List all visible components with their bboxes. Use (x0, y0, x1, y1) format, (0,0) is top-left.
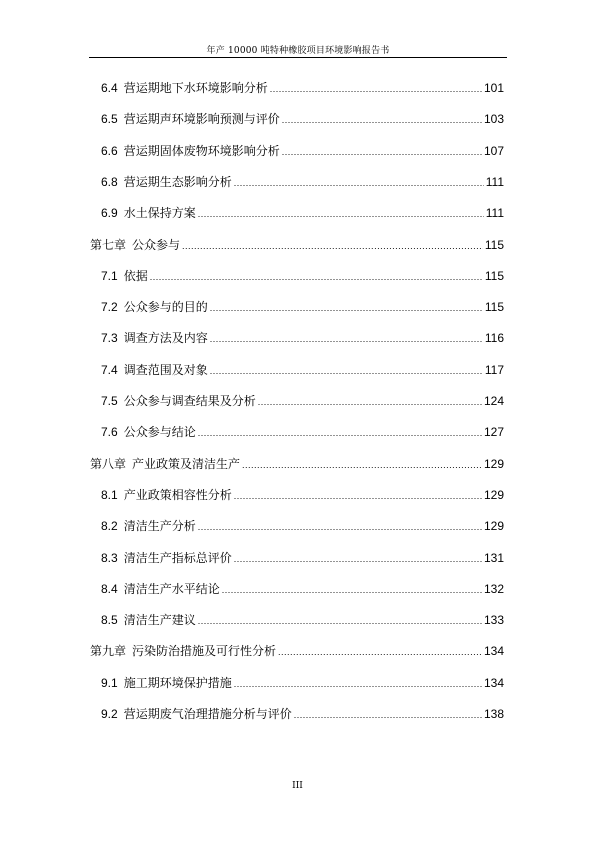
toc-section-entry[interactable] (101, 425, 504, 440)
toc-entry-page: 138 (483, 707, 504, 721)
toc-section-entry[interactable] (101, 551, 504, 566)
page-number: III (292, 781, 303, 791)
toc-dot-leader (198, 426, 482, 440)
toc-dot-leader (210, 364, 483, 378)
toc-entry-page: 115 (484, 237, 504, 252)
page-header: 年产 10000 吨特种橡胶项目环境影响报告书 (206, 46, 390, 56)
toc-entry-number: 7.4 (101, 362, 118, 377)
toc-entry-page: 103 (483, 112, 504, 127)
toc-dot-leader (210, 332, 483, 346)
toc-section-entry[interactable] (101, 81, 504, 96)
toc-entry-title: 污染防治措施及可行性分析 (132, 644, 277, 659)
toc-dot-leader (258, 395, 482, 409)
toc-entry-page: 117 (484, 362, 504, 377)
toc-entry-page: 101 (483, 81, 504, 95)
toc-entry-title: 营运期固体废物环境影响分析 (123, 143, 280, 158)
toc-entry-page: 111 (485, 206, 504, 221)
toc-entry-title: 公众参与 (132, 237, 181, 252)
toc-entry-title: 调查方法及内容 (123, 331, 208, 346)
toc-dot-leader (198, 207, 484, 221)
toc-entry-number: 6.8 (101, 174, 118, 189)
toc-entry-number: 第八章 (90, 456, 127, 471)
toc-entry-number: 8.5 (101, 613, 118, 628)
toc-entry-title: 公众参与调查结果及分析 (123, 394, 256, 408)
toc-dot-leader (234, 677, 482, 691)
toc-entry-page: 115 (484, 300, 504, 315)
toc-section-entry[interactable] (101, 613, 504, 628)
toc-section-entry[interactable] (101, 206, 504, 221)
toc-entry-title: 营运期声环境影响预测与评价 (123, 112, 280, 127)
toc-entry-page: 115 (484, 268, 504, 283)
toc-entry-page: 116 (484, 331, 504, 346)
toc-entry-page: 131 (483, 550, 504, 565)
toc-entry-number: 8.4 (101, 581, 118, 596)
toc-dot-leader (242, 458, 482, 472)
toc-entry-number: 第九章 (90, 644, 127, 659)
toc-entry-title: 清洁生产分析 (123, 519, 196, 534)
toc-entry-number: 7.3 (101, 331, 118, 346)
header-rule (89, 57, 507, 58)
toc-entry-number: 9.1 (101, 675, 118, 690)
toc-entry-number: 7.5 (101, 394, 118, 408)
toc-entry-title: 清洁生产指标总评价 (123, 550, 232, 565)
toc-entry-number: 6.5 (101, 112, 118, 127)
toc-entry-page: 129 (483, 487, 504, 502)
toc-chapter-entry[interactable] (90, 238, 504, 253)
toc-entry-title: 营运期生态影响分析 (123, 174, 232, 189)
toc-entry-page: 129 (483, 519, 504, 534)
toc-entry-page: 107 (483, 143, 504, 158)
toc-entry-number: 6.6 (101, 143, 118, 158)
toc-section-entry[interactable] (101, 394, 504, 409)
toc-dot-leader (282, 113, 482, 127)
toc-entry-number: 7.6 (101, 425, 118, 440)
toc-section-entry[interactable] (101, 300, 504, 315)
toc-entry-page: 127 (483, 425, 504, 440)
toc-section-entry[interactable] (101, 269, 504, 284)
toc-section-entry[interactable] (101, 363, 504, 378)
toc-section-entry[interactable] (101, 519, 504, 534)
toc-entry-number: 7.1 (101, 268, 118, 283)
toc-section-entry[interactable] (101, 144, 504, 159)
toc-chapter-entry[interactable] (90, 644, 504, 659)
toc-dot-leader (234, 552, 482, 566)
toc-section-entry[interactable] (101, 582, 504, 597)
toc-entry-number: 8.3 (101, 550, 118, 565)
toc-dot-leader (222, 583, 482, 597)
toc-entry-number: 9.2 (101, 707, 118, 721)
toc-entry-title: 产业政策相容性分析 (123, 487, 232, 502)
toc-entry-title: 水土保持方案 (123, 206, 196, 221)
toc-dot-leader (294, 708, 482, 722)
toc-entry-number: 6.9 (101, 206, 118, 221)
toc-chapter-entry[interactable] (90, 457, 504, 472)
toc-dot-leader (210, 301, 483, 315)
toc-entry-title: 营运期地下水环境影响分析 (123, 81, 268, 95)
toc-dot-leader (234, 489, 482, 503)
toc-entry-title: 清洁生产建议 (123, 613, 196, 628)
toc-entry-page: 124 (483, 394, 504, 408)
toc-dot-leader (270, 82, 482, 96)
toc-entry-number: 第七章 (90, 237, 127, 252)
toc-dot-leader (150, 270, 483, 284)
toc-section-entry[interactable] (101, 175, 504, 190)
toc-entry-title: 营运期废气治理措施分析与评价 (123, 707, 292, 721)
toc-section-entry[interactable] (101, 331, 504, 346)
toc-section-entry[interactable] (101, 488, 504, 503)
toc-entry-number: 7.2 (101, 300, 118, 315)
toc-entry-title: 依据 (123, 268, 148, 283)
toc-entry-title: 公众参与结论 (123, 425, 196, 440)
toc-entry-page: 129 (483, 456, 504, 471)
toc-entry-page: 134 (483, 644, 504, 659)
toc-dot-leader (198, 614, 482, 628)
toc-dot-leader (278, 645, 482, 659)
toc-entry-number: 8.1 (101, 487, 118, 502)
toc-entry-title: 调查范围及对象 (123, 362, 208, 377)
toc-section-entry[interactable] (101, 676, 504, 691)
toc-entry-title: 产业政策及清洁生产 (132, 456, 241, 471)
toc-dot-leader (282, 145, 482, 159)
toc-entry-title: 清洁生产水平结论 (123, 581, 220, 596)
toc-dot-leader (234, 176, 484, 190)
toc-section-entry[interactable] (101, 112, 504, 127)
toc-entry-title: 施工期环境保护措施 (123, 675, 232, 690)
toc-entry-page: 134 (483, 675, 504, 690)
toc-dot-leader (198, 520, 482, 534)
toc-entry-number: 6.4 (101, 81, 118, 95)
toc-entry-number: 8.2 (101, 519, 118, 534)
toc-section-entry[interactable] (101, 707, 504, 722)
toc-entry-page: 133 (483, 613, 504, 628)
toc-entry-title: 公众参与的目的 (123, 300, 208, 315)
toc-entry-page: 111 (485, 174, 504, 189)
toc-entry-page: 132 (483, 581, 504, 596)
toc-dot-leader (182, 239, 483, 253)
